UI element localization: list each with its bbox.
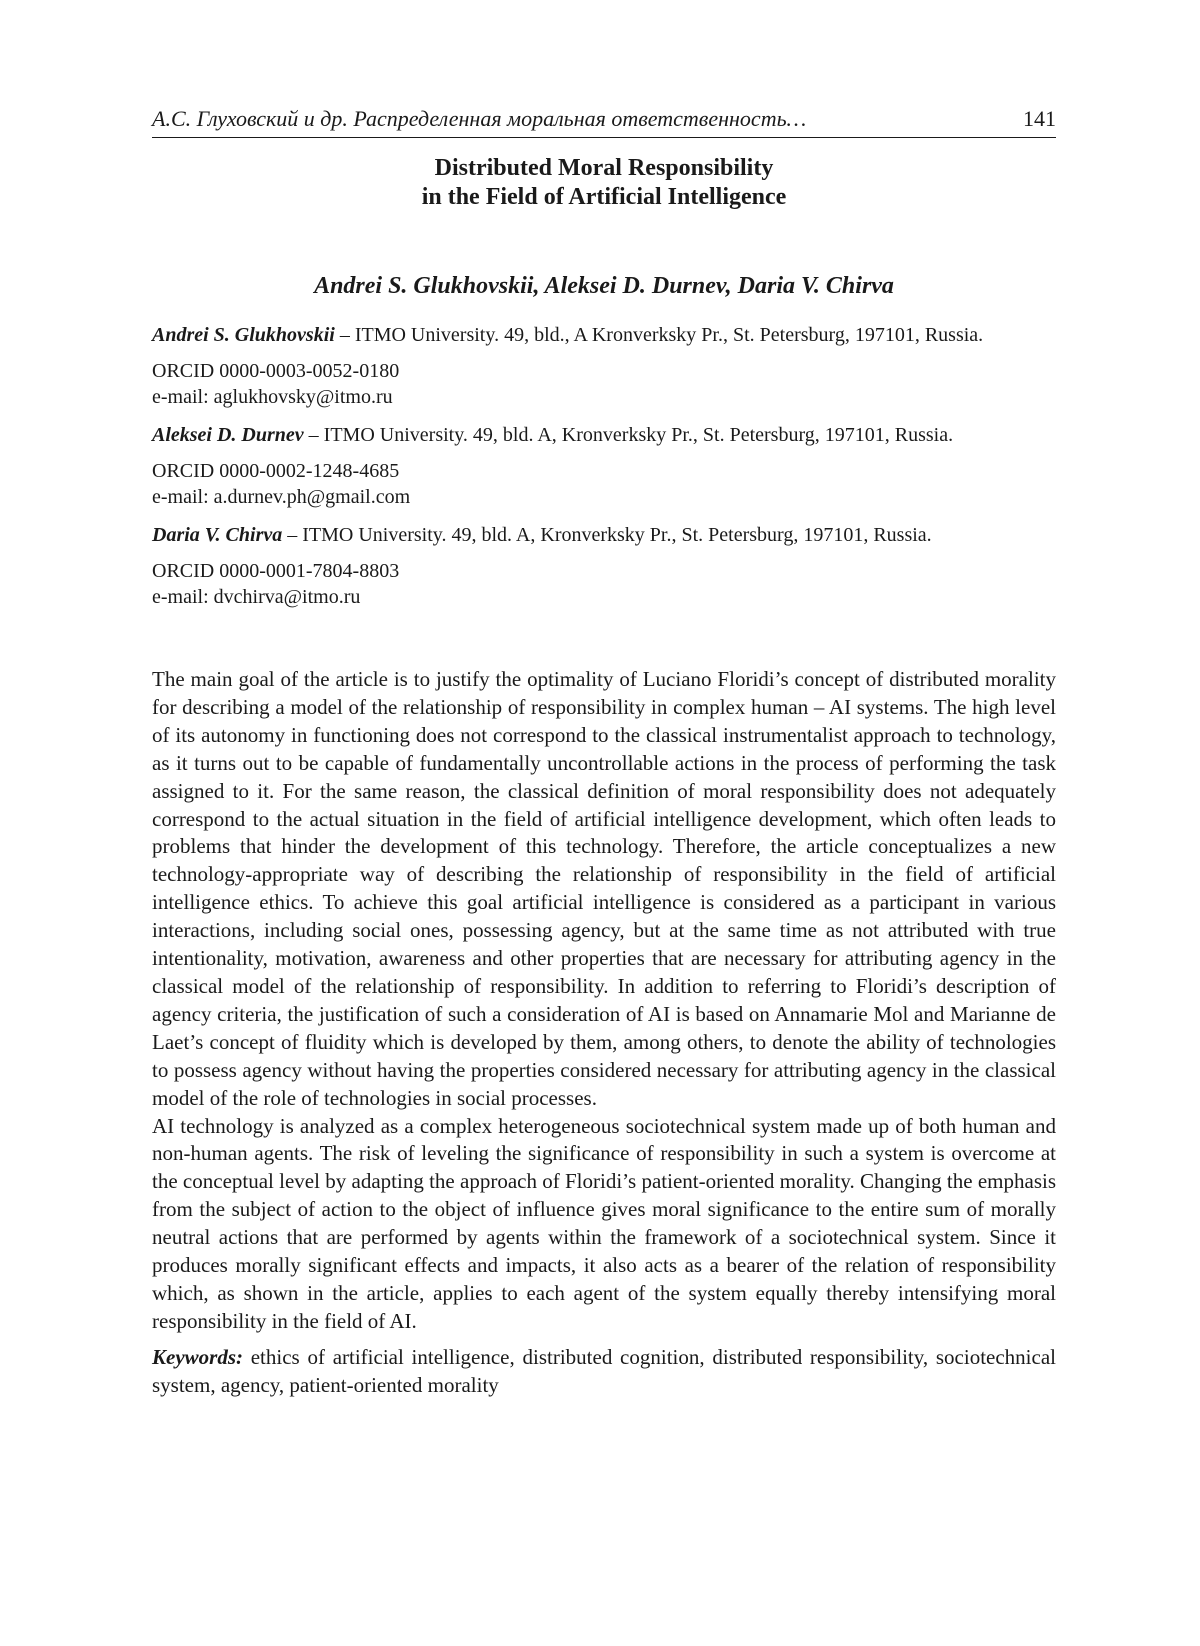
orcid: ORCID 0000-0003-0052-0180 <box>152 360 400 382</box>
keywords <box>152 1344 1056 1400</box>
running-header <box>152 104 1056 138</box>
orcid: ORCID 0000-0002-1248-4685 <box>152 460 400 482</box>
abstract-paragraph-1: The main goal of the article is to justify the optimality of Luciano Floridi’s concept of distributed morality for describing a model of the relationship of responsibility in complex human – AI systems. The high level of its autonomy in functioning does not correspond to the classical instrumentalist approach to technology, as it turns out to be capable of fundamentally uncontrollable actions in the process of performing the task assigned to it. For the same reason, the classical definition of moral responsibility does not adequately correspond to the actual situation in the field of artificial intelligence development, which often leads to problems that hinder the development of this technology. Therefore, the article conceptualizes a new technology-appropriate way of describing the relationship of responsibility in the field of artificial intelligence ethics. To achieve this goal artificial intelligence is considered as a participant in various interactions, including social ones, possessing agency, but at the same time as not attributed with true intentionality, motivation, awareness and other properties that are necessary for attributing agency in the classical model of the relationship of responsibility. In addition to referring to Floridi’s description of agency criteria, the justification of such a consideration of AI is based on Annamarie Mol and Marianne de Laet’s concept of fluidity which is developed by them, among others, to denote the ability of technologies to possess agency without having the properties considered necessary for attributing agency in the classical model of the role of technologies in social processes. <box>152 667 1056 1110</box>
affiliation-1 <box>152 322 1056 348</box>
keywords-label: Keywords: <box>152 1344 243 1369</box>
author-name: Andrei S. Glukhovskii <box>152 324 335 346</box>
affiliation-3 <box>152 522 1056 548</box>
affiliation-2 <box>152 422 1056 448</box>
abstract <box>152 666 1056 1400</box>
author-address: – ITMO University. 49, bld. A, Kronverksky Pr., St. Petersburg, 197101, Russia. <box>303 424 954 446</box>
abstract-paragraph-2: AI technology is analyzed as a complex heterogeneous sociotechnical system made up of both human and non-human agents. The risk of leveling the significance of responsibility in such a system is overcome at the conceptual level by adapting the approach of Floridi’s patient-oriented morality. Changing the emphasis from the subject of action to the object of influence gives moral significance to the entire sum of morally neutral actions that are performed by agents within the framework of a sociotechnical system. Since it produces morally significant effects and impacts, it also acts as a bearer of the relation of responsibility which, as shown in the article, applies to each agent of the system equally thereby intensifying moral responsibility in the field of AI. <box>152 1113 1056 1333</box>
article-title-line-1: Distributed Moral Responsibility <box>434 155 774 181</box>
contact-block-1 <box>152 358 1056 410</box>
page-number: 141 <box>1023 106 1056 131</box>
author-name: Daria V. Chirva <box>152 524 283 546</box>
author-address: – ITMO University. 49, bld., A Kronverksky Pr., St. Petersburg, 197101, Russia. <box>334 324 984 346</box>
email: e-mail: aglukhovsky@itmo.ru <box>152 386 393 408</box>
article-title-line-2: in the Field of Artificial Intelligence <box>421 184 787 210</box>
authors-line: Andrei S. Glukhovskii, Aleksei D. Durnev, Daria V. Chirva <box>314 273 894 299</box>
orcid: ORCID 0000-0001-7804-8803 <box>152 560 400 582</box>
running-title: А.С. Глуховский и др. Распределенная моральная ответственность… <box>152 106 807 131</box>
article-title <box>152 154 1056 212</box>
email: e-mail: a.durnev.ph@gmail.com <box>152 486 411 508</box>
email: e-mail: dvchirva@itmo.ru <box>152 586 361 608</box>
affiliations <box>152 322 1056 622</box>
contact-block-3 <box>152 558 1056 610</box>
contact-block-2 <box>152 458 1056 510</box>
author-address: – ITMO University. 49, bld. A, Kronverksky Pr., St. Petersburg, 197101, Russia. <box>282 524 932 546</box>
author-name: Aleksei D. Durnev <box>152 424 304 446</box>
keywords-text: ethics of artificial intelligence, distributed cognition, distributed responsibility, sociotechnical system, agency, patient-oriented morality <box>152 1344 1056 1397</box>
